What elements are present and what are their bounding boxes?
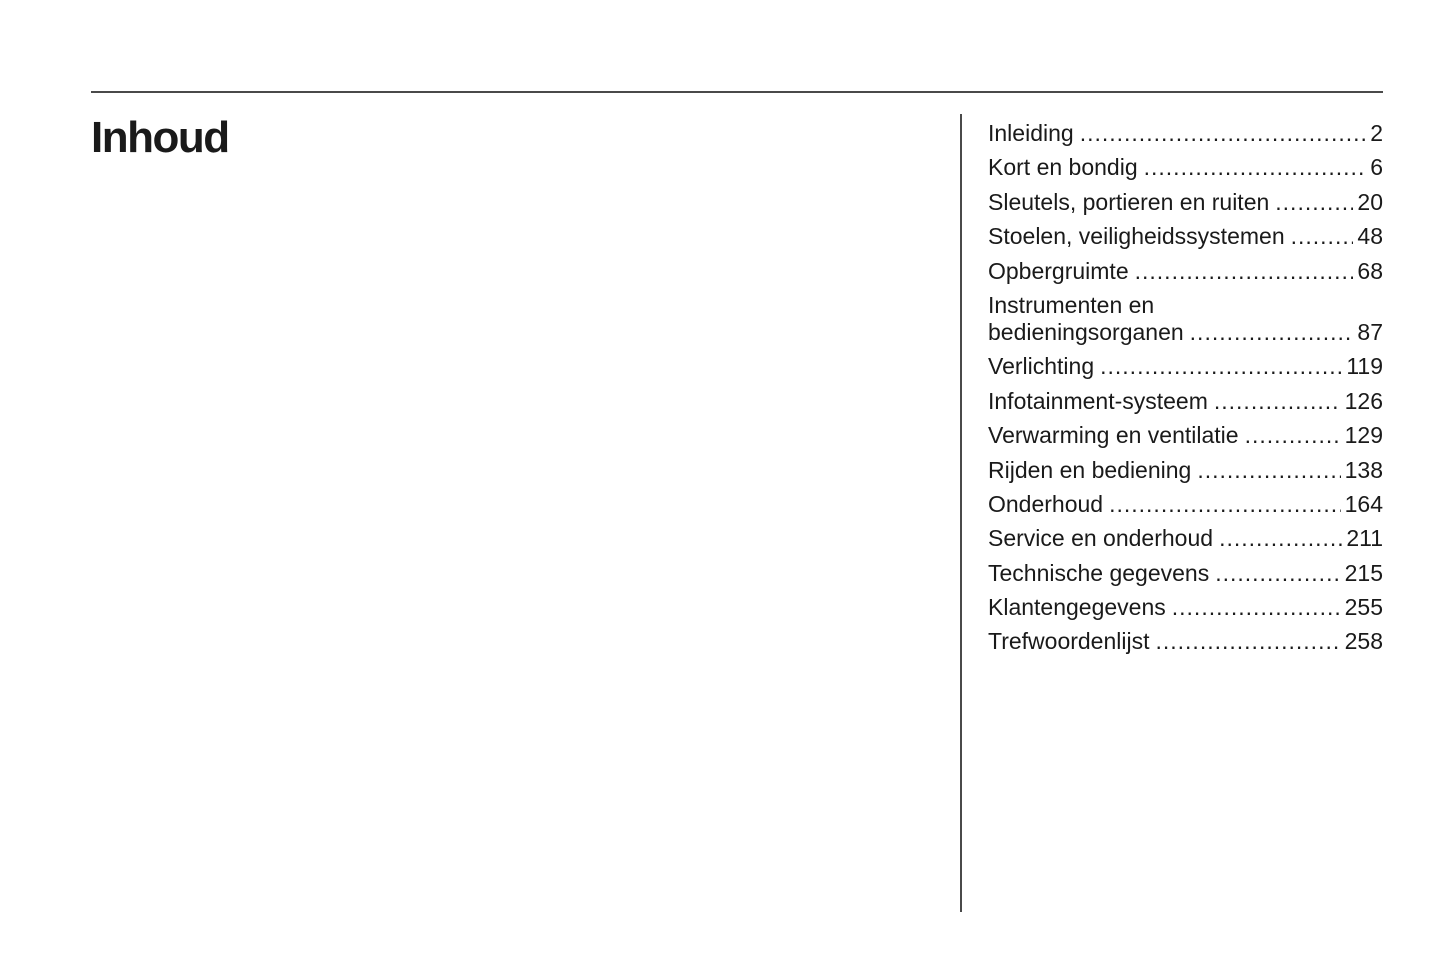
toc-item-service-en-onderhoud[interactable]: [988, 525, 1383, 552]
toc-item-label: Verwarming en ventilatie: [988, 422, 1245, 449]
toc-item-page: 164: [1344, 490, 1383, 517]
dot-leader: [1190, 319, 1354, 346]
toc-item-trefwoordenlijst[interactable]: [988, 628, 1383, 655]
column-divider: [960, 114, 962, 912]
toc-item-page: 215: [1344, 559, 1383, 586]
toc-item-label: Opbergruimte: [988, 258, 1135, 285]
toc-item-verlichting[interactable]: [988, 353, 1383, 380]
toc-item-opbergruimte[interactable]: [988, 258, 1383, 285]
dot-leader: [1155, 628, 1340, 655]
toc-item-page: 6: [1370, 154, 1383, 181]
toc-item-instrumenten-en-bedieningsorganen[interactable]: [988, 292, 1383, 346]
toc-item-label: Trefwoordenlijst: [988, 628, 1155, 655]
toc-item-label: Inleiding: [988, 120, 1080, 147]
toc-item-label: Stoelen, veiligheidssystemen: [988, 223, 1291, 250]
toc-item-infotainment-systeem[interactable]: [988, 388, 1383, 415]
toc-item-klantengegevens[interactable]: [988, 594, 1383, 621]
toc-item-page: 20: [1357, 188, 1383, 215]
dot-leader: [1197, 457, 1340, 484]
dot-leader: [1275, 189, 1353, 216]
dot-leader: [1109, 491, 1341, 518]
dot-leader: [1219, 525, 1342, 552]
toc-item-page: 211: [1346, 525, 1383, 552]
dot-leader: [1245, 422, 1341, 449]
toc-item-page: 138: [1344, 456, 1383, 483]
toc-item-page: 68: [1357, 257, 1383, 284]
toc-item-inleiding[interactable]: [988, 120, 1383, 147]
toc-item-label: Service en onderhoud: [988, 525, 1219, 552]
table-of-contents: [988, 120, 1383, 663]
toc-item-label: Infotainment-systeem: [988, 388, 1214, 415]
dot-leader: [1144, 154, 1367, 181]
toc-item-page: 48: [1357, 223, 1383, 250]
toc-item-label: Rijden en bediening: [988, 457, 1197, 484]
toc-item-label: Verlichting: [988, 353, 1100, 380]
dot-leader: [1215, 560, 1340, 587]
toc-item-label: Klantengegevens: [988, 594, 1172, 621]
dot-leader: [1100, 353, 1342, 380]
toc-item-page: 119: [1346, 353, 1383, 380]
toc-item-label: Technische gegevens: [988, 560, 1215, 587]
toc-item-label: Sleutels, portieren en ruiten: [988, 189, 1275, 216]
toc-item-label-line1: Instrumenten en: [988, 291, 1155, 318]
toc-item-page: 129: [1344, 422, 1383, 449]
toc-item-verwarming-en-ventilatie[interactable]: [988, 422, 1383, 449]
dot-leader: [1214, 388, 1341, 415]
dot-leader: [1135, 258, 1354, 285]
toc-item-technische-gegevens[interactable]: [988, 560, 1383, 587]
dot-leader: [1080, 120, 1367, 147]
toc-item-label: Onderhoud: [988, 491, 1109, 518]
toc-item-label: bedieningsorganen: [988, 319, 1190, 346]
toc-item-page: 126: [1344, 387, 1383, 414]
toc-item-sleutels-portieren-en-ruiten[interactable]: [988, 189, 1383, 216]
header-rule: [91, 91, 1383, 93]
toc-item-page: 258: [1344, 628, 1383, 655]
dot-leader: [1172, 594, 1341, 621]
toc-item-page: 255: [1344, 594, 1383, 621]
toc-item-rijden-en-bediening[interactable]: [988, 457, 1383, 484]
toc-item-page: 87: [1357, 318, 1383, 345]
dot-leader: [1291, 223, 1354, 250]
toc-item-page: 2: [1370, 120, 1383, 146]
toc-item-onderhoud[interactable]: [988, 491, 1383, 518]
page-title: Inhoud: [91, 113, 229, 162]
toc-item-stoelen-veiligheidssystemen[interactable]: [988, 223, 1383, 250]
toc-item-kort-en-bondig[interactable]: [988, 154, 1383, 181]
toc-item-label: Kort en bondig: [988, 154, 1144, 181]
